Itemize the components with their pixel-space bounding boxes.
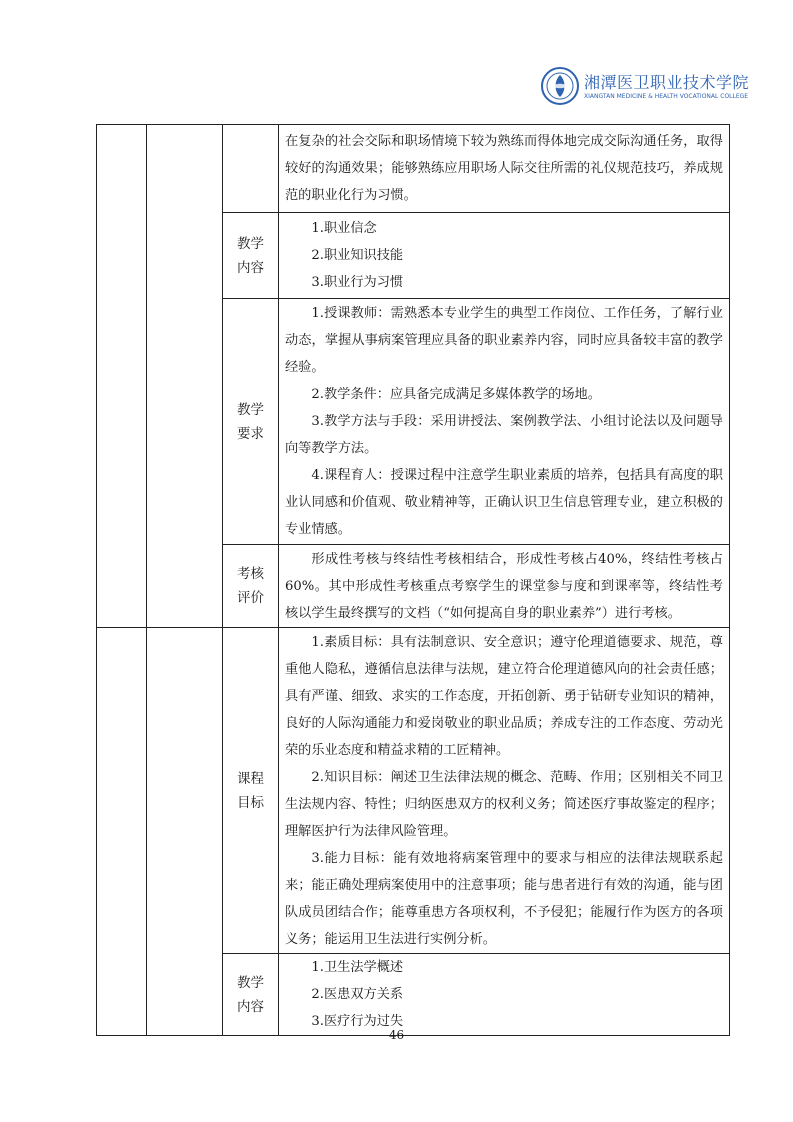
continued-text: 在复杂的社会交际和职场情境下较为熟练而得体地完成交际沟通任务，取得较好的沟通效果；能够熟练应用职场人际交往所需的礼仪规范技巧，养成规范的职业化行为习惯。: [285, 134, 723, 203]
continued-text-cell: [279, 125, 730, 213]
list-item: 2.医患双方关系: [311, 987, 404, 1002]
college-name-cn: 湘潭医卫职业技术学院: [584, 73, 750, 92]
goal-item: 3.能力目标：能有效地将病案管理中的要求与相应的法律法规联系起来；能正确处理病案使用中的注意事项；能与患者进行有效的沟通，能与团队成员团结合作；能尊重患方各项权利，不予侵犯；能履行作为医方的各项义务；能运用卫生法进行实例分析。: [285, 850, 723, 947]
teaching-content-list: [279, 954, 730, 1036]
list-item: 3.职业行为习惯: [311, 275, 404, 290]
teaching-content-list: [279, 213, 730, 299]
empty-cell: [147, 125, 223, 628]
course-table: [96, 124, 730, 1036]
requirement-item: 3.教学方法与手段：采用讲授法、案例教学法、小组讨论法以及问题导向等教学方法。: [285, 414, 723, 456]
teaching-requirements-text: [279, 299, 730, 545]
goal-item: 2.知识目标：阐述卫生法律法规的概念、范畴、作用；区别相关不同卫生法规内容、特性；归纳医患双方的权利义务；简述医疗事故鉴定的程序；理解医护行为法律风险管理。: [285, 769, 723, 839]
list-item: 2.职业知识技能: [311, 248, 404, 263]
course-goal-label: 课程 目标: [223, 628, 279, 954]
teaching-content-label: 教学 内容: [223, 213, 279, 299]
table-row: [97, 628, 730, 954]
list-item: 1.卫生法学概述: [311, 960, 404, 975]
empty-label-cell: [223, 125, 279, 213]
empty-cell: [97, 125, 147, 628]
list-item: 3.医疗行为过失: [311, 1014, 404, 1029]
college-header: [540, 66, 760, 110]
requirement-item: 2.教学条件：应具备完成满足多媒体教学的场地。: [311, 387, 601, 402]
college-logo-icon: [540, 66, 580, 106]
college-name-en: XIANGTAN MEDICINE & HEALTH VOCATIONAL COLLEGE: [584, 93, 749, 100]
list-item: 1.职业信念: [311, 221, 377, 236]
teaching-requirements-label: 教学 要求: [223, 299, 279, 545]
requirement-item: 4.课程育人：授课过程中注意学生职业素质的培养，包括具有高度的职业认同感和价值观、敬业精神等，正确认识卫生信息管理专业，建立积极的专业情感。: [285, 468, 723, 537]
goal-item: 1.素质目标：具有法制意识、安全意识；遵守伦理道德要求、规范，尊重他人隐私，遵循信息法律与法规，建立符合伦理道德风向的社会责任感；具有严谨、细致、求实的工作态度，开拓创新、勇于钻研专业知识的精神，良好的人际沟通能力和爱岗敬业的职业品质；养成专注的工作态度、劳动光荣的乐业态度和精益求精的工匠精神。: [285, 634, 723, 758]
course-goal-text: [279, 628, 730, 954]
table-row: [97, 125, 730, 213]
empty-cell: [147, 628, 223, 1036]
evaluation-label: 考核 评价: [223, 545, 279, 628]
requirement-item: 1.授课教师：需熟悉本专业学生的典型工作岗位、工作任务，了解行业动态，掌握从事病案管理应具备的职业素养内容，同时应具备较丰富的教学经验。: [285, 306, 723, 375]
teaching-content-label: 教学 内容: [223, 954, 279, 1036]
empty-cell: [97, 628, 147, 1036]
page-number: 46: [388, 1028, 405, 1042]
evaluation-text: 形成性考核与终结性考核相结合，形成性考核占40%，终结性考核占60%。其中形成性考核重点考察学生的课堂参与度和到课率等，终结性考核以学生最终撰写的文档（“如何提高自身的职业素养”）进行考核。: [279, 545, 730, 628]
